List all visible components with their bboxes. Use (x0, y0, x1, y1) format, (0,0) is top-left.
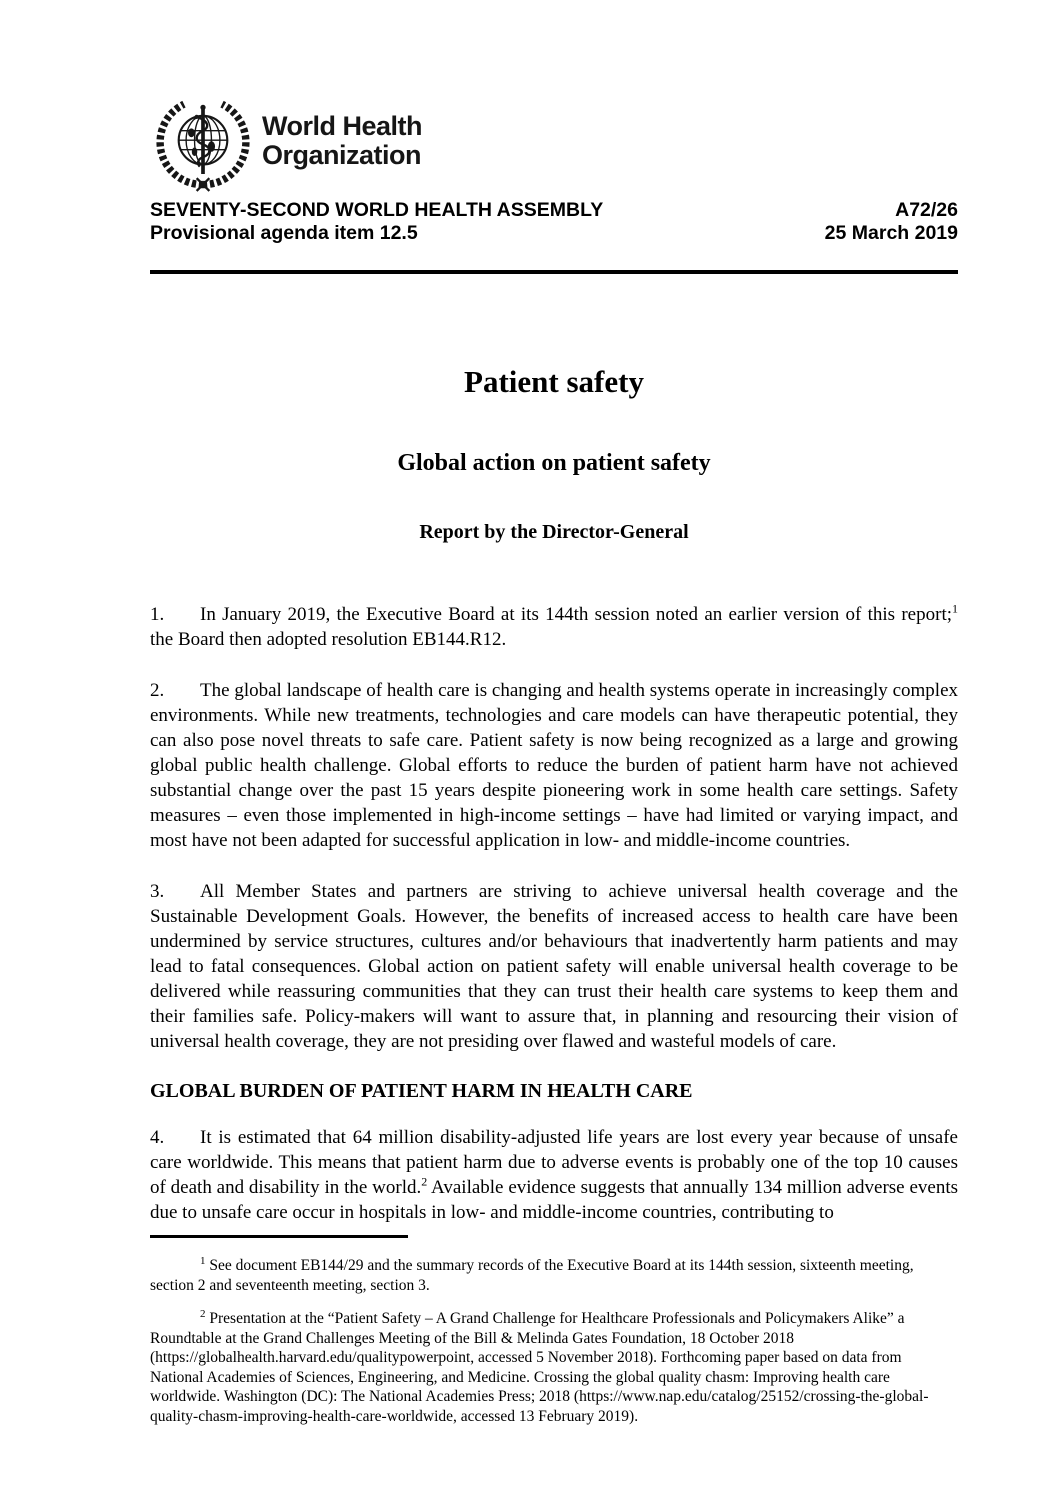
paragraph-2 (150, 678, 958, 853)
document-date: 25 March 2019 (824, 222, 958, 244)
footnotes-section (150, 1235, 958, 1426)
document-number: A72/26 (895, 199, 958, 221)
org-name-line2: Organization (262, 140, 422, 170)
who-emblem-icon (150, 100, 256, 193)
org-name (262, 112, 422, 170)
paragraph-text: It is estimated that 64 million disability-adjusted life years are lost every year because of unsafe care worldwide. This means that patient harm due to adverse events is probably one of the top 10 causes of death and disability in the world. (150, 1127, 958, 1198)
paragraph-text: All Member States and partners are striving to achieve universal health coverage and the Sustainable Development Goals. However, the benefits of increased access to health care have been undermined by service structures, cultures and/or behaviours that inadvertently harm patients and may lead to fatal consequences. Global action on patient safety will enable universal health coverage to be delivered while reassuring communities that they can trust their health care systems to keep them and their families safe. Policy-makers will want to assure that, in planning and resourcing their vision of universal health coverage, they are not presiding over flawed and wasteful models of care. (150, 881, 958, 1052)
footnote-text: Presentation at the “Patient Safety – A Grand Challenge for Healthcare Professionals and Policymakers Alike” a Roundtable at the Grand Challenges Meeting of the Bill & Melinda Gates Foundation, 18 October 2018 (https://globalhealth.harvard.edu/qualitypowerpoint, accessed 5 November 2018). Forthcoming paper based on data from National Academies of Sciences, Engineering, and Medicine. Crossing the global quality chasm: Improving health care worldwide. Washington (DC): The National Academies Press; 2018 (https://www.nap.edu/catalog/25152/crossing-the-global-quality-chasm-improving-health-care-worldwide, accessed 13 February 2019). (150, 1310, 929, 1425)
footnote-ref-1: 1 (952, 601, 958, 616)
footnote-ref-2: 2 (421, 1174, 428, 1189)
document-meta (150, 199, 958, 245)
section-heading: GLOBAL BURDEN OF PATIENT HARM IN HEALTH CARE (150, 1080, 693, 1102)
paragraph-4 (150, 1125, 958, 1225)
paragraph-text: the Board then adopted resolution EB144.R12. (150, 629, 507, 650)
document-header (150, 100, 958, 274)
paragraph-number: 4. (150, 1127, 165, 1148)
footnote-2 (150, 1309, 958, 1426)
paragraph-text: Available evidence suggests that annually 134 million adverse events due to unsafe care occur in hospitals in low- and middle-income countries, contributing to (150, 1177, 958, 1223)
document-body (150, 364, 958, 1225)
footnote-separator (150, 1235, 408, 1238)
footnote-marker: 1 (200, 1254, 206, 1267)
paragraph-text: The global landscape of health care is changing and health systems operate in increasingly complex environments. While new treatments, technologies and care models can have therapeutic potential, they can also pose novel threats to safe care. Patient safety is now being recognized as a large and growing global public health challenge. Global efforts to reduce the burden of patient harm have not achieved substantial change over the past 15 years despite pioneering work in some health care settings. Safety measures – even those implemented in high-income settings – have had limited or varying impact, and most have not been adapted for successful application in low- and middle-income countries. (150, 680, 958, 851)
paragraph-text: In January 2019, the Executive Board at its 144th session noted an earlier version of this report; (200, 604, 952, 625)
wreath-stems (197, 178, 210, 191)
footnote-text: See document EB144/29 and the summary records of the Executive Board at its 144th session, sixteenth meeting, section 2 and seventeenth meeting, section 3. (150, 1257, 914, 1294)
assembly-title: SEVENTY-SECOND WORLD HEALTH ASSEMBLY (150, 199, 604, 221)
paragraph-number: 2. (150, 680, 165, 701)
page-title: Patient safety (464, 364, 644, 399)
paragraph-number: 3. (150, 881, 165, 902)
agenda-item: Provisional agenda item 12.5 (150, 222, 418, 244)
doc-subtitle: Global action on patient safety (397, 450, 711, 476)
footnote-marker: 2 (200, 1307, 206, 1320)
header-rule (150, 270, 958, 274)
report-author-line: Report by the Director-General (419, 521, 689, 543)
org-name-line1: World Health (262, 111, 423, 141)
paragraph-number: 1. (150, 604, 165, 625)
paragraph-1 (150, 602, 958, 652)
paragraph-3 (150, 879, 958, 1054)
who-logo (150, 100, 958, 193)
footnote-1 (150, 1256, 958, 1295)
